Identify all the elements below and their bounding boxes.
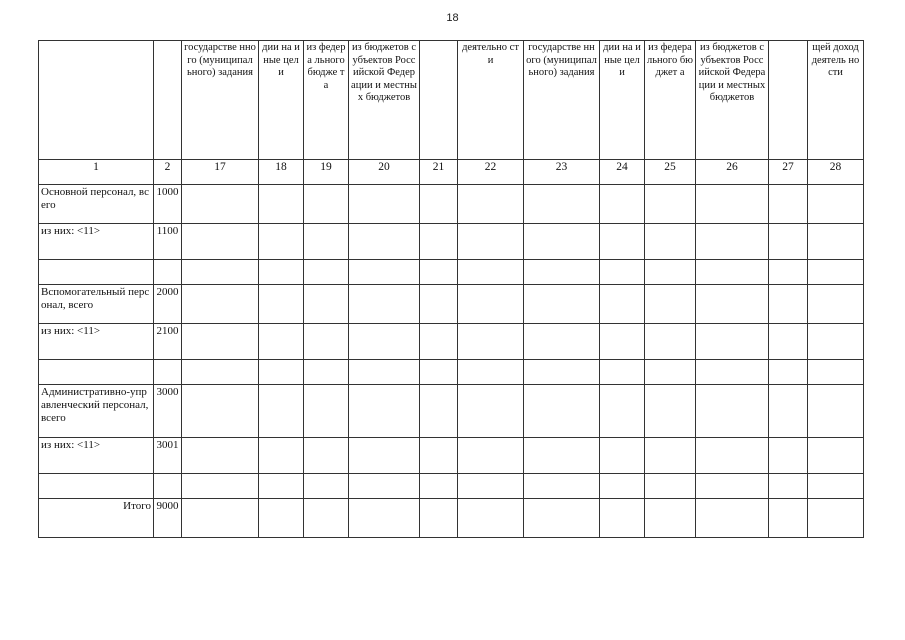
data-cell xyxy=(349,185,420,224)
data-cell xyxy=(524,185,600,224)
data-cell xyxy=(769,285,808,324)
row-label: Административно-управленческий персонал, всего xyxy=(39,385,154,438)
data-cell xyxy=(769,360,808,385)
data-cell xyxy=(769,185,808,224)
data-cell xyxy=(259,474,304,499)
data-cell xyxy=(420,438,458,474)
header-cell-20: из бюджетов субъектов Российской Федерации и местных бюджетов xyxy=(349,41,420,160)
data-cell xyxy=(259,285,304,324)
data-cell xyxy=(808,260,864,285)
column-number-row xyxy=(39,160,864,185)
header-cell-21 xyxy=(420,41,458,160)
data-cell xyxy=(304,474,349,499)
table-row xyxy=(39,324,864,360)
row-label: из них: <11> xyxy=(39,224,154,260)
data-cell xyxy=(769,260,808,285)
data-cell xyxy=(645,385,696,438)
data-cell xyxy=(769,438,808,474)
data-cell xyxy=(600,260,645,285)
row-code: 1000 xyxy=(154,185,182,224)
data-cell xyxy=(524,438,600,474)
data-cell xyxy=(458,260,524,285)
data-cell xyxy=(349,360,420,385)
data-cell xyxy=(420,260,458,285)
data-cell xyxy=(524,474,600,499)
row-label xyxy=(39,360,154,385)
data-cell xyxy=(420,224,458,260)
row-code: 2000 xyxy=(154,285,182,324)
data-cell xyxy=(458,324,524,360)
data-cell xyxy=(349,260,420,285)
data-cell xyxy=(769,324,808,360)
header-cell-18: дии на иные цели xyxy=(259,41,304,160)
data-cell xyxy=(259,260,304,285)
page-number: 18 xyxy=(446,12,459,24)
column-number: 23 xyxy=(524,160,600,185)
data-cell xyxy=(349,474,420,499)
data-cell xyxy=(808,438,864,474)
row-label: Вспомогательный персонал, всего xyxy=(39,285,154,324)
table-row xyxy=(39,385,864,438)
data-cell xyxy=(524,285,600,324)
data-cell xyxy=(349,285,420,324)
data-cell xyxy=(182,260,259,285)
data-cell xyxy=(645,324,696,360)
data-cell xyxy=(349,224,420,260)
data-cell xyxy=(304,185,349,224)
data-cell xyxy=(304,360,349,385)
table-row xyxy=(39,224,864,260)
row-code: 2100 xyxy=(154,324,182,360)
data-cell xyxy=(769,474,808,499)
column-number: 27 xyxy=(769,160,808,185)
data-cell xyxy=(645,438,696,474)
data-cell xyxy=(304,385,349,438)
column-number: 26 xyxy=(696,160,769,185)
header-cell-25: из федера льного бюджет а xyxy=(645,41,696,160)
data-cell xyxy=(420,474,458,499)
row-label xyxy=(39,474,154,499)
data-cell xyxy=(524,260,600,285)
header-cell-2 xyxy=(154,41,182,160)
header-cell-19: из федера льного бюдже та xyxy=(304,41,349,160)
data-cell xyxy=(696,360,769,385)
table-row xyxy=(39,474,864,499)
table-row xyxy=(39,438,864,474)
data-cell xyxy=(259,385,304,438)
header-cell-23: государстве нного (муниципал ьного) задания xyxy=(524,41,600,160)
data-cell xyxy=(304,499,349,538)
data-cell xyxy=(458,499,524,538)
data-cell xyxy=(808,385,864,438)
data-cell xyxy=(600,385,645,438)
row-code: 3000 xyxy=(154,385,182,438)
data-cell xyxy=(182,185,259,224)
column-number: 24 xyxy=(600,160,645,185)
data-cell xyxy=(600,360,645,385)
table-row xyxy=(39,260,864,285)
data-cell xyxy=(458,285,524,324)
column-number: 21 xyxy=(420,160,458,185)
data-cell xyxy=(600,499,645,538)
data-cell xyxy=(808,360,864,385)
column-number: 20 xyxy=(349,160,420,185)
row-code xyxy=(154,260,182,285)
data-cell xyxy=(600,474,645,499)
data-cell xyxy=(349,324,420,360)
data-cell xyxy=(420,324,458,360)
header-cell-17: государстве нного (муниципал ьного) задания xyxy=(182,41,259,160)
data-cell xyxy=(600,224,645,260)
data-cell xyxy=(304,285,349,324)
data-cell xyxy=(769,224,808,260)
data-cell xyxy=(304,260,349,285)
data-cell xyxy=(349,385,420,438)
data-cell xyxy=(600,438,645,474)
table-row xyxy=(39,360,864,385)
row-label xyxy=(39,260,154,285)
data-cell xyxy=(458,185,524,224)
data-cell xyxy=(524,499,600,538)
header-cell-24: дии на иные цели xyxy=(600,41,645,160)
data-cell xyxy=(645,260,696,285)
data-cell xyxy=(182,324,259,360)
column-number: 17 xyxy=(182,160,259,185)
data-cell xyxy=(600,185,645,224)
data-cell xyxy=(182,224,259,260)
data-cell xyxy=(696,385,769,438)
header-cell-22: деятельно сти xyxy=(458,41,524,160)
data-cell xyxy=(182,474,259,499)
row-code: 3001 xyxy=(154,438,182,474)
row-code: 9000 xyxy=(154,499,182,538)
data-cell xyxy=(349,499,420,538)
data-cell xyxy=(458,385,524,438)
data-cell xyxy=(182,285,259,324)
data-cell xyxy=(420,499,458,538)
data-cell xyxy=(696,474,769,499)
data-cell xyxy=(600,285,645,324)
data-cell xyxy=(420,185,458,224)
data-cell xyxy=(524,224,600,260)
data-cell xyxy=(808,224,864,260)
row-code xyxy=(154,474,182,499)
data-cell xyxy=(808,185,864,224)
data-cell xyxy=(259,224,304,260)
row-label: из них: <11> xyxy=(39,438,154,474)
data-cell xyxy=(458,438,524,474)
data-cell xyxy=(524,324,600,360)
column-number: 1 xyxy=(39,160,154,185)
table-row xyxy=(39,285,864,324)
data-cell xyxy=(458,474,524,499)
data-cell xyxy=(259,499,304,538)
data-cell xyxy=(458,360,524,385)
data-cell xyxy=(769,499,808,538)
table-row xyxy=(39,185,864,224)
data-cell xyxy=(600,324,645,360)
header-cell-28: щей доход деятель ности xyxy=(808,41,864,160)
column-number: 22 xyxy=(458,160,524,185)
data-cell xyxy=(808,474,864,499)
data-cell xyxy=(182,360,259,385)
data-cell xyxy=(696,499,769,538)
data-cell xyxy=(304,438,349,474)
row-code xyxy=(154,360,182,385)
header-cell-26: из бюджетов субъектов Российской Федерации и местных бюджетов xyxy=(696,41,769,160)
column-number: 2 xyxy=(154,160,182,185)
data-cell xyxy=(524,385,600,438)
header-cell-27 xyxy=(769,41,808,160)
data-cell xyxy=(420,385,458,438)
data-cell xyxy=(645,499,696,538)
data-cell xyxy=(259,438,304,474)
data-cell xyxy=(696,185,769,224)
data-cell xyxy=(696,438,769,474)
data-cell xyxy=(645,185,696,224)
data-cell xyxy=(696,324,769,360)
data-cell xyxy=(349,438,420,474)
total-row xyxy=(39,499,864,538)
data-cell xyxy=(304,224,349,260)
data-cell xyxy=(420,285,458,324)
data-cell xyxy=(696,285,769,324)
data-cell xyxy=(259,360,304,385)
data-cell xyxy=(696,260,769,285)
data-cell xyxy=(420,360,458,385)
data-cell xyxy=(458,224,524,260)
data-cell xyxy=(259,185,304,224)
data-cell xyxy=(182,438,259,474)
data-cell xyxy=(304,324,349,360)
data-cell xyxy=(808,324,864,360)
data-cell xyxy=(808,499,864,538)
data-cell xyxy=(645,224,696,260)
column-number: 18 xyxy=(259,160,304,185)
data-cell xyxy=(696,224,769,260)
data-cell xyxy=(645,360,696,385)
header-row xyxy=(39,41,864,160)
header-cell-1 xyxy=(39,41,154,160)
row-code: 1100 xyxy=(154,224,182,260)
column-number: 28 xyxy=(808,160,864,185)
data-cell xyxy=(259,324,304,360)
data-cell xyxy=(645,285,696,324)
row-label: Основной персонал, всего xyxy=(39,185,154,224)
row-label: из них: <11> xyxy=(39,324,154,360)
data-cell xyxy=(182,499,259,538)
total-label: Итого xyxy=(39,499,154,538)
data-cell xyxy=(808,285,864,324)
data-cell xyxy=(769,385,808,438)
data-cell xyxy=(524,360,600,385)
data-cell xyxy=(182,385,259,438)
data-cell xyxy=(645,474,696,499)
staffing-table xyxy=(38,40,864,538)
column-number: 25 xyxy=(645,160,696,185)
column-number: 19 xyxy=(304,160,349,185)
